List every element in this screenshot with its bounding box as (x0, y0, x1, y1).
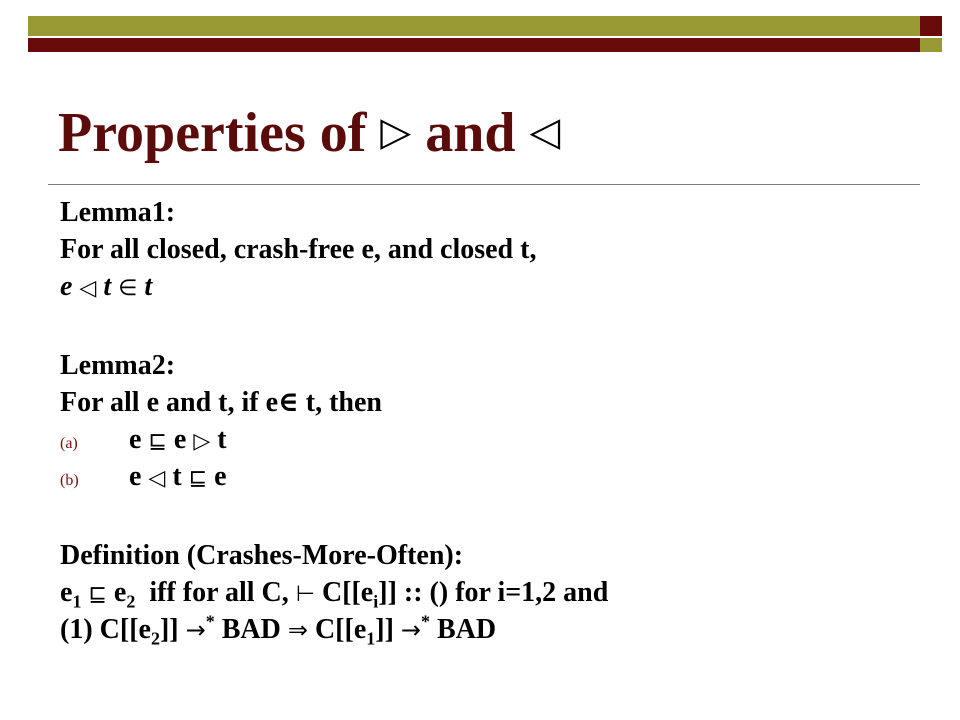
definition-heading: Definition (Crashes-More-Often): (60, 540, 464, 571)
lemma1-t2: t (144, 271, 153, 302)
def-context-open: C[[e (321, 577, 374, 608)
item-a-e1: e (129, 424, 142, 455)
def2-sub-1: 1 (366, 628, 376, 649)
item-b-sqsubseteq: ⊑ (188, 466, 208, 491)
header-corner-olive (920, 38, 942, 52)
header-bar-maroon (28, 38, 942, 52)
lemma1-element-of: ∈ (118, 276, 138, 301)
def2-context-open: (1) C[[e (60, 614, 151, 645)
def-turnstile: ⊢ (295, 582, 315, 607)
def2-arrow-2: → (400, 616, 422, 644)
def2-implies: ⇒ (287, 616, 308, 644)
spacer (60, 305, 940, 347)
title-divider (48, 184, 920, 185)
item-b-left-triangle: ◁ (148, 466, 166, 491)
item-a-right-triangle: ▷ (193, 429, 211, 454)
def-iff-text: iff for all C, (149, 577, 289, 608)
slide-title (58, 100, 560, 165)
lemma1-t1: t (103, 271, 112, 302)
def-sqsubseteq: ⊑ (88, 582, 107, 607)
def2-arrow: → (185, 616, 206, 644)
lemma1-statement: For all closed, crash-free e, and closed t, (60, 234, 537, 265)
def-e2: e (113, 577, 127, 608)
slide-body (60, 194, 940, 648)
item-b-label: (b) (60, 472, 79, 489)
title-left-triangle-symbol: ◁ (529, 109, 561, 155)
item-b-e2: e (214, 461, 227, 492)
lemma1-e: e (60, 271, 73, 302)
lemma2-item-a (60, 421, 940, 458)
header-bar-olive (28, 16, 942, 36)
definition-line-2 (60, 611, 940, 648)
item-b-e1: e (129, 461, 142, 492)
spacer (60, 495, 940, 537)
lemma1-heading: Lemma1: (60, 197, 176, 228)
title-middle: and (425, 102, 516, 164)
def-e1: e (60, 577, 73, 608)
lemma1-formula (60, 268, 940, 305)
def-context-close: ]] :: () for i=1,2 and (378, 577, 609, 608)
def-sub-2: 2 (126, 591, 136, 612)
lemma2-statement: For all e and t, if e∈ t, then (60, 387, 382, 418)
title-right-triangle-symbol: ▷ (380, 109, 412, 155)
header-corner-maroon (920, 16, 942, 36)
def-sub-1: 1 (72, 591, 82, 612)
lemma2-heading: Lemma2: (60, 350, 176, 381)
item-a-t: t (217, 424, 227, 455)
item-a-sqsubseteq: ⊑ (148, 429, 167, 454)
item-b-t: t (172, 461, 182, 492)
item-a-label: (a) (60, 435, 78, 452)
item-a-e2: e (173, 424, 187, 455)
def2-context2-close: ]] (375, 614, 394, 645)
def2-star-2: * (421, 611, 431, 632)
definition-line-1 (60, 574, 940, 611)
def-sub-i: i (373, 591, 379, 612)
def2-bad-2: BAD (437, 614, 497, 645)
def2-context-close: ]] (159, 614, 179, 645)
lemma2-item-b (60, 458, 940, 495)
def2-bad-1: BAD (221, 614, 281, 645)
def2-star: * (205, 611, 215, 632)
def2-sub-2: 2 (150, 628, 160, 649)
lemma1-left-triangle: ◁ (79, 276, 97, 301)
def2-context2-open: C[[e (314, 614, 367, 645)
title-prefix: Properties of (58, 102, 367, 164)
